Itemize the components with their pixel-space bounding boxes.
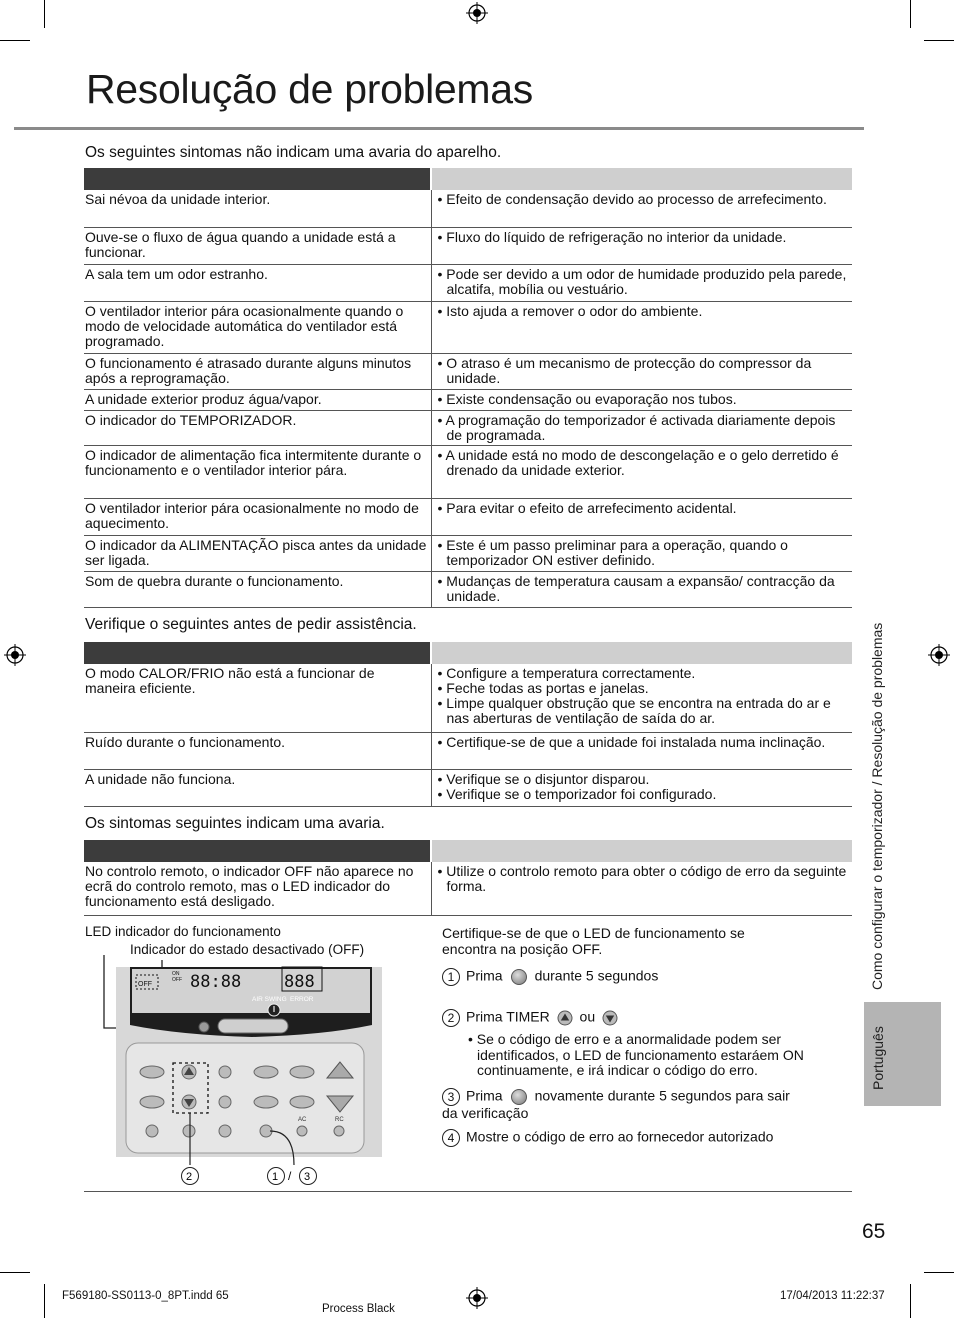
table-row (84, 190, 852, 227)
crop-mark (910, 1284, 911, 1318)
symptom-cell: O indicador do TEMPORIZADOR. (84, 410, 431, 445)
cause-bullet: • Feche todas as portas e janelas. (438, 681, 851, 696)
up-arrow-button-icon (557, 1010, 573, 1026)
symptom-cell: A unidade não funciona. (84, 769, 431, 806)
led-indicator-label: LED indicador do funcionamento (85, 924, 281, 939)
registration-mark-icon (466, 2, 488, 24)
lcd-off-text: OFF (138, 981, 152, 988)
cause-cell (431, 353, 852, 389)
registration-mark-icon (4, 644, 26, 666)
step-2: 2 Prima TIMER ou (442, 1009, 621, 1027)
svg-text:ON: ON (172, 971, 180, 977)
footer-file: F569180-SS0113-0_8PT.indd 65 (62, 1290, 229, 1302)
registration-mark-icon (928, 644, 950, 666)
lcd-digits-2: 888 (284, 972, 315, 992)
section1-table (84, 168, 852, 608)
footer-process: Process Black (322, 1303, 395, 1315)
cause-cell (431, 445, 852, 498)
table-row (84, 445, 852, 498)
table-row (84, 664, 852, 732)
table-row (84, 353, 852, 389)
table-row (84, 769, 852, 806)
cause-bullet: • Verifique se o temporizador foi configurado. (438, 787, 851, 802)
cause-bullet: • Existe condensação ou evaporação nos tubos. (438, 392, 851, 407)
symptom-cell: O indicador de alimentação fica intermitente durante o funcionamento e o ventilador interior pára. (84, 445, 431, 498)
cause-cell (431, 301, 852, 353)
table-row (84, 862, 852, 915)
symptom-cell: Ouve-se o fluxo de água quando a unidade está a funcionar. (84, 227, 431, 264)
lcd-digits: 88:88 (190, 972, 242, 992)
table-header (84, 642, 852, 664)
svg-text:AIR SWING: AIR SWING (252, 996, 287, 1003)
steps-intro: Certifique-se de que o LED de funcionamento se encontra na posição OFF. (442, 925, 745, 957)
remote-control-illustration (84, 955, 394, 1195)
table-row (84, 301, 852, 353)
off-indicator-label: Indicador do estado desactivado (OFF) (130, 942, 365, 957)
title-divider (14, 127, 864, 130)
cause-cell (431, 410, 852, 445)
cause-cell (431, 227, 852, 264)
cause-cell (431, 264, 852, 301)
cause-bullet: • Este é um passo preliminar para a operação, quando o temporizador ON estiver definido. (438, 538, 851, 568)
cause-cell (431, 389, 852, 410)
section2-heading: Verifique o seguintes antes de pedir assistência. (85, 616, 417, 633)
symptom-cell: O funcionamento é atrasado durante alguns minutos após a reprogramação. (84, 353, 431, 389)
footer-datetime: 17/04/2013 11:22:37 (780, 1290, 885, 1302)
svg-text:RC: RC (335, 1117, 344, 1123)
table-row (84, 264, 852, 301)
symptom-cell: A sala tem um odor estranho. (84, 264, 431, 301)
down-arrow-button-icon (602, 1010, 618, 1026)
cause-cell (431, 769, 852, 806)
svg-text:OFF: OFF (172, 977, 182, 983)
crop-mark (0, 40, 30, 41)
table-header (84, 840, 852, 862)
table-row (84, 227, 852, 264)
svg-text:/: / (288, 1169, 292, 1183)
cause-bullet: • Certifique-se de que a unidade foi instalada numa inclinação. (438, 735, 851, 750)
cause-bullet: • Efeito de condensação devido ao processo de arrefecimento. (438, 192, 851, 207)
cause-bullet: • Isto ajuda a remover o odor do ambiente. (438, 304, 851, 319)
step-1: 1 Prima durante 5 segundos (442, 968, 658, 986)
cause-bullet: • Configure a temperatura correctamente. (438, 666, 851, 681)
cause-bullet: • Fluxo do líquido de refrigeração no interior da unidade. (438, 230, 851, 245)
cause-bullet: • Verifique se o disjuntor disparou. (438, 772, 851, 787)
bottom-divider (84, 1191, 852, 1192)
page-title: Resolução de problemas (86, 66, 533, 112)
symptom-cell: O ventilador interior pára ocasionalmente quando o modo de velocidade automática do ventilador está programado. (84, 301, 431, 353)
table-row (84, 389, 852, 410)
cause-bullet: • Utilize o controlo remoto para obter o código de erro da seguinte forma. (438, 864, 851, 894)
cause-bullet: • A programação do temporizador é activada diariamente depois de programada. (438, 413, 851, 443)
svg-text:AC: AC (298, 1117, 307, 1123)
cause-cell (431, 732, 852, 769)
step-2-note: • Se o código de erro e a anormalidade podem ser identificados, o LED de funcionamento estaráem ON continuamente, e irá indicar o código do erro. (468, 1032, 818, 1079)
symptom-cell: A unidade exterior produz água/vapor. (84, 389, 431, 410)
cause-cell (431, 535, 852, 571)
cause-bullet: • O atraso é um mecanismo de protecção do compressor da unidade. (438, 356, 851, 386)
check-button-icon (511, 969, 527, 985)
svg-text:ERROR: ERROR (290, 996, 314, 1003)
svg-text:3: 3 (304, 1171, 311, 1183)
section3-table (84, 840, 852, 916)
table-row (84, 498, 852, 535)
section2-table (84, 642, 852, 807)
cause-bullet: • Pode ser devido a um odor de humidade produzido pela parede, alcatifa, mobília ou vestuário. (438, 267, 851, 297)
crop-mark (910, 0, 911, 28)
crop-mark (0, 1272, 30, 1273)
page-number: 65 (862, 1220, 886, 1243)
cause-cell (431, 571, 852, 607)
section1-heading: Os seguintes sintomas não indicam uma avaria do aparelho. (85, 144, 502, 161)
crop-mark (44, 1284, 45, 1318)
symptom-cell: Ruído durante o funcionamento. (84, 732, 431, 769)
symptom-cell: O indicador da ALIMENTAÇÃO pisca antes da unidade ser ligada. (84, 535, 431, 571)
svg-text:1: 1 (272, 1171, 279, 1183)
cause-bullet: • Mudanças de temperatura causam a expansão/ contracção da unidade. (438, 574, 851, 604)
language-tab: Português (864, 1002, 941, 1106)
table-row (84, 571, 852, 607)
cause-bullet: • Limpe qualquer obstrução que se encontra na entrada do ar e nas aberturas de ventilação de saída do ar. (438, 696, 851, 726)
cause-cell (431, 498, 852, 535)
cause-bullet: • Para evitar o efeito de arrefecimento acidental. (438, 501, 851, 516)
table-row (84, 410, 852, 445)
crop-mark (44, 0, 45, 28)
symptom-cell: O modo CALOR/FRIO não está a funcionar de maneira eficiente. (84, 664, 431, 732)
check-button-icon (511, 1089, 527, 1105)
registration-mark-icon (466, 1287, 488, 1309)
table-header (84, 168, 852, 190)
symptom-cell: O ventilador interior pára ocasionalmente no modo de aquecimento. (84, 498, 431, 535)
svg-text:2: 2 (186, 1171, 193, 1183)
step-3: 3 Prima novamente durante 5 segundos para sair da verificação (442, 1087, 790, 1121)
section3-heading: Os sintomas seguintes indicam uma avaria. (85, 815, 385, 832)
symptom-cell: Som de quebra durante o funcionamento. (84, 571, 431, 607)
cause-bullet: • A unidade está no modo de descongelação e o gelo derretido é drenado da unidade exterior. (438, 448, 851, 478)
sidebar-section-text: Como configurar o temporizador / Resolução de problemas (869, 622, 885, 990)
cause-cell (431, 664, 852, 732)
crop-mark (924, 40, 954, 41)
symptom-cell: Sai névoa da unidade interior. (84, 190, 431, 227)
table-row (84, 535, 852, 571)
step-4: 4 Mostre o código de erro ao fornecedor autorizado (442, 1129, 773, 1147)
cause-cell (431, 190, 852, 227)
crop-mark (924, 1272, 954, 1273)
symptom-cell: No controlo remoto, o indicador OFF não aparece no ecrã do controlo remoto, mas o LED indicador do funcionamento está desligado. (84, 862, 431, 915)
table-row (84, 732, 852, 769)
cause-cell (431, 862, 852, 915)
